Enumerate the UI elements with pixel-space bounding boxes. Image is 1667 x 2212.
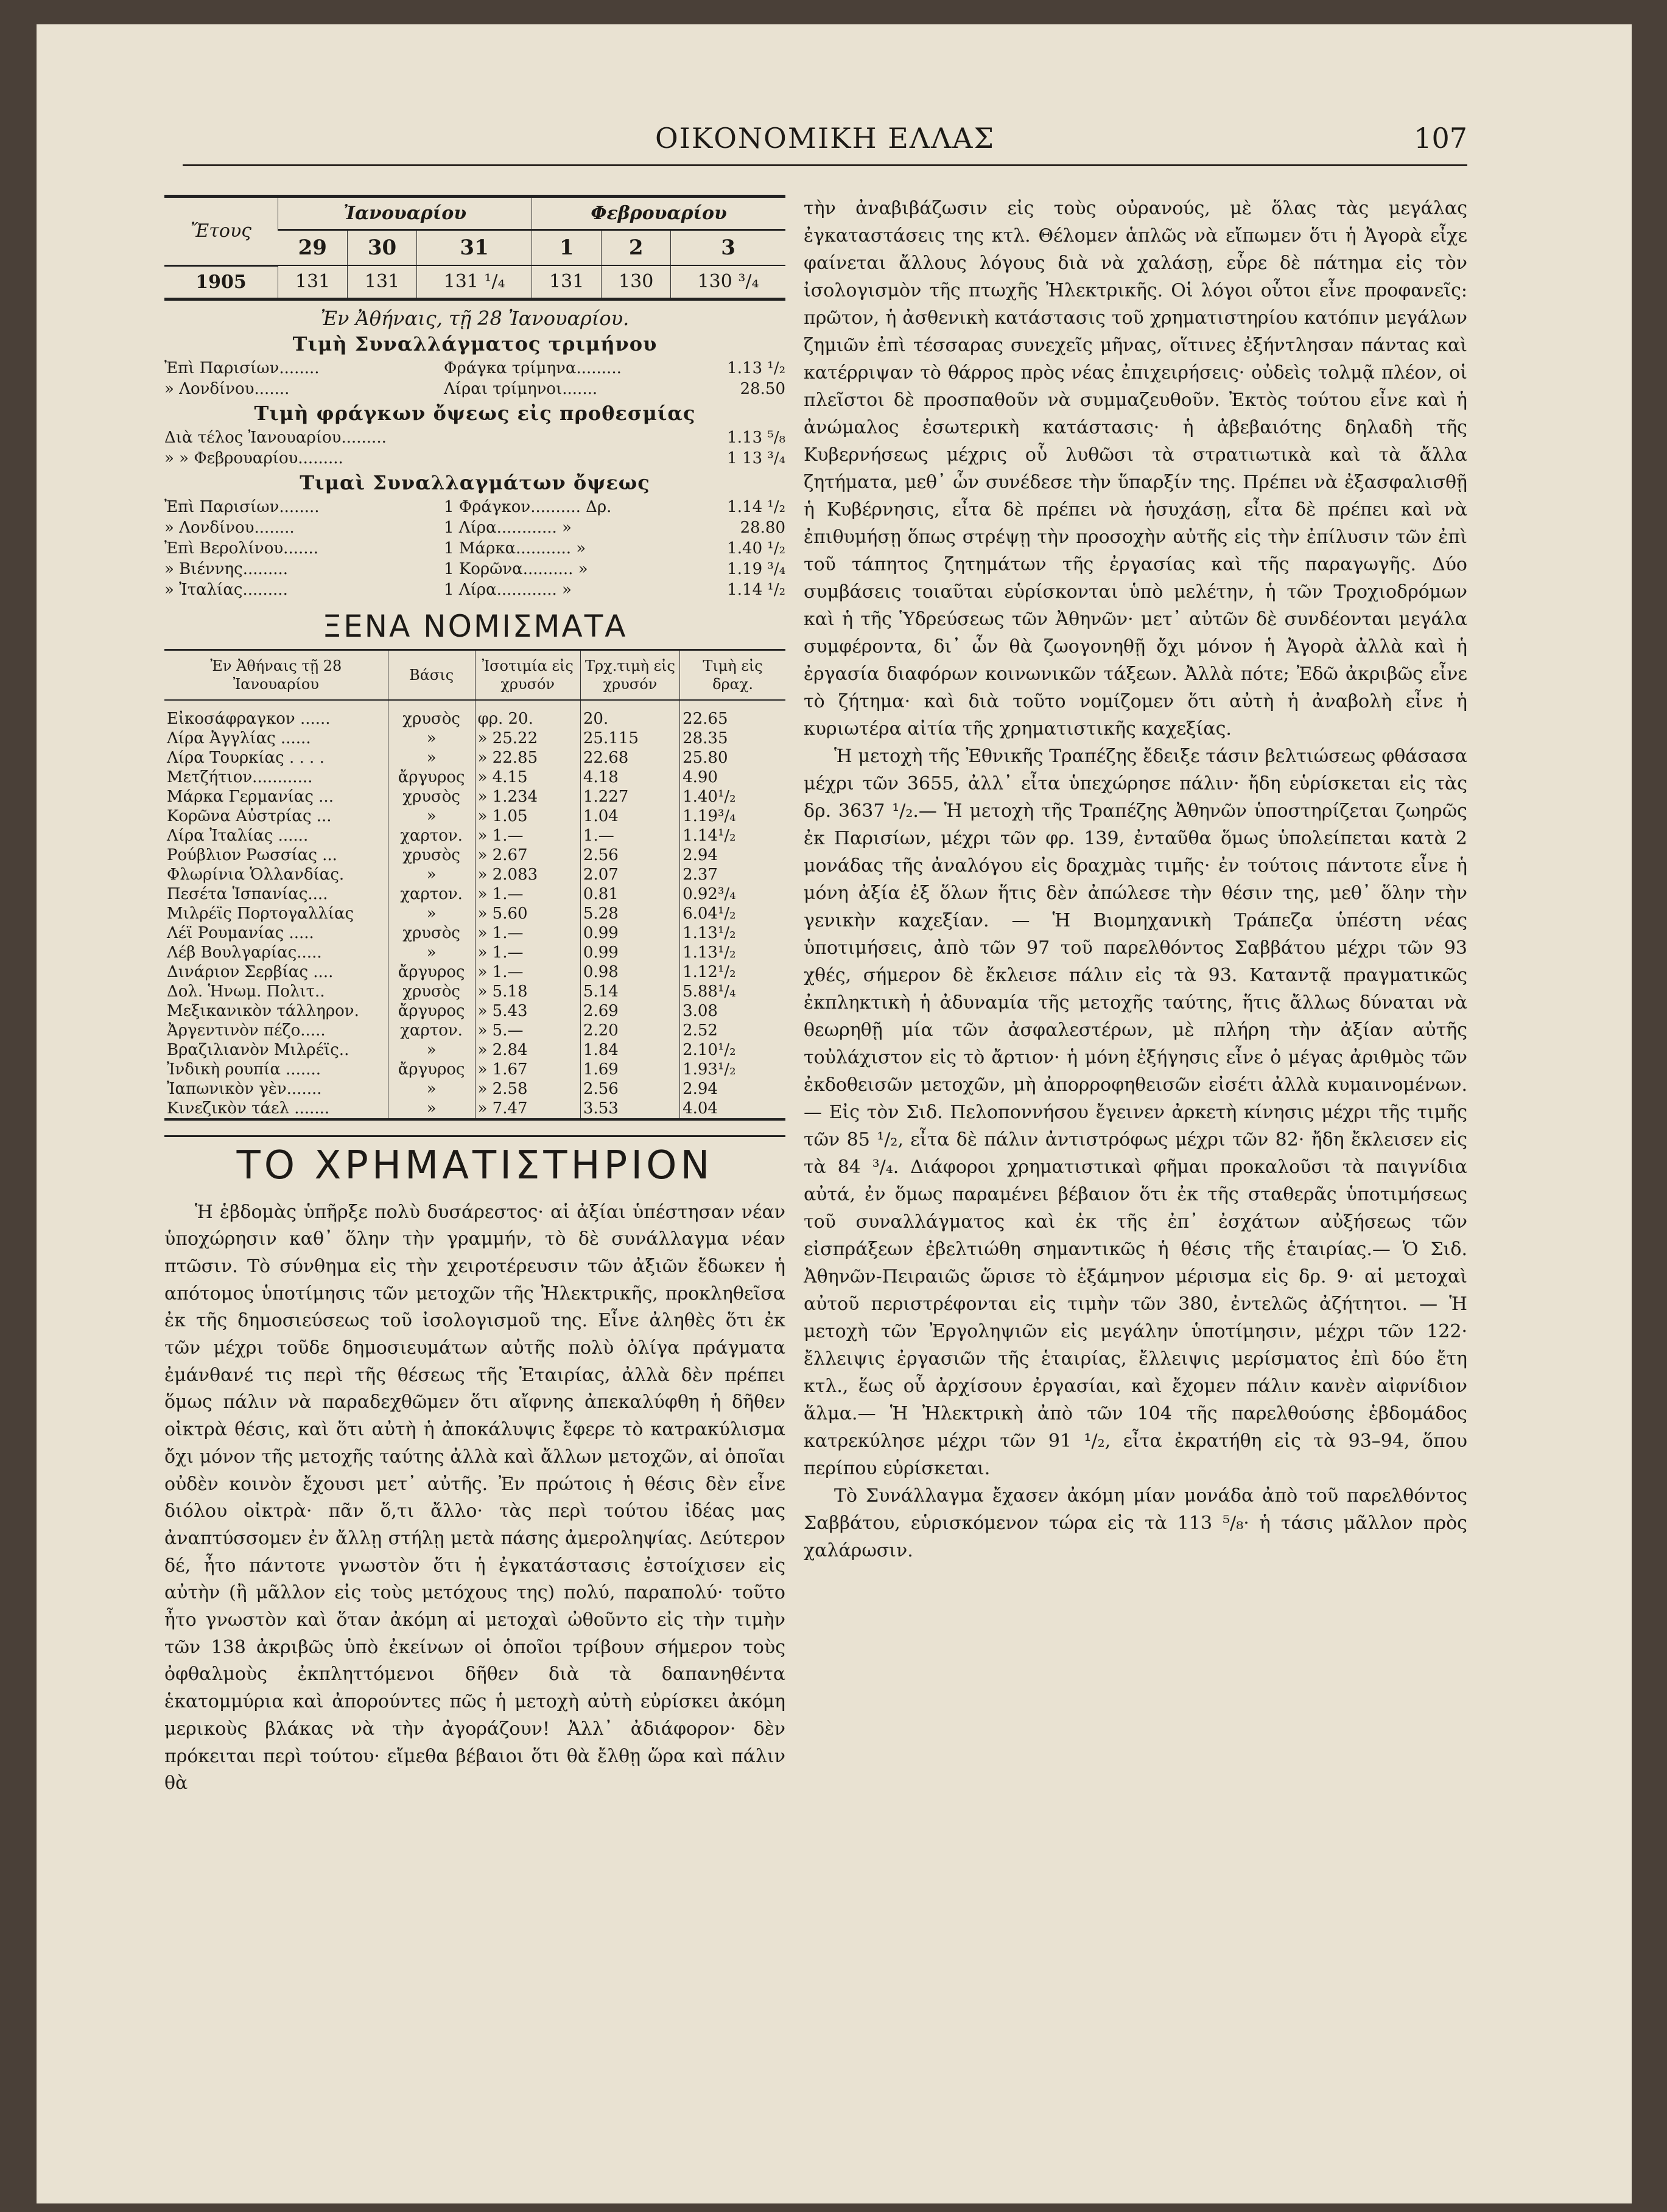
rate-cell: 28.80 <box>740 518 785 537</box>
day-header: 2 <box>602 230 671 266</box>
table-row <box>164 826 785 845</box>
table-cell: Δολ. Ἡνωμ. Πολιτ.. <box>167 982 325 1001</box>
rate-cell: » Λονδίνου....... <box>164 379 290 398</box>
table-cell: ἄργυρος <box>388 962 475 982</box>
table-cell: » <box>388 729 475 748</box>
table-row <box>164 1040 785 1060</box>
table-row <box>164 748 785 768</box>
rates-group <box>164 497 785 600</box>
table-row <box>164 904 785 923</box>
table-cell: » <box>388 1079 475 1099</box>
rate-row <box>164 517 785 538</box>
table-cell: » <box>388 943 475 962</box>
rate-cell: 130 ³/₄ <box>671 265 785 299</box>
table-cell: 1.13¹/₂ <box>680 923 785 943</box>
rate-row <box>164 379 785 399</box>
table-cell: » 2.84 <box>475 1040 580 1060</box>
rate-cell: Ἐπὶ Βερολίνου....... <box>164 539 319 558</box>
rate-cell: 1 Μάρκα........... » <box>444 539 586 558</box>
rate-cell: Λίραι τρίμηνοι....... <box>444 379 598 398</box>
table-cell: 1.12¹/₂ <box>680 962 785 982</box>
rate-cell: 1.40 ¹/₂ <box>727 539 785 558</box>
table-row <box>164 787 785 807</box>
table-cell: » 5.— <box>475 1021 580 1040</box>
table-cell: 1.13¹/₂ <box>680 943 785 962</box>
table-cell: 0.81 <box>580 884 679 904</box>
table-cell: » 1.— <box>475 826 580 845</box>
table-cell: 1.— <box>580 826 679 845</box>
table-cell: Λίρα Ἰταλίας ...... <box>167 826 309 845</box>
day-header: 29 <box>278 230 348 266</box>
table-cell: 2.94 <box>680 1079 785 1099</box>
table-cell: 1.04 <box>580 807 679 826</box>
day-header: 3 <box>671 230 785 266</box>
table-cell: » 1.— <box>475 943 580 962</box>
table-cell: » 4.15 <box>475 768 580 787</box>
rate-cell: » Λονδίνου........ <box>164 518 295 537</box>
table-cell: χαρτον. <box>388 826 475 845</box>
table-cell: » <box>388 748 475 768</box>
year-header: Ἔτους <box>164 197 278 266</box>
table-cell: » 2.58 <box>475 1079 580 1099</box>
rate-cell: 1 Φράγκον.......... Δρ. <box>444 497 612 516</box>
rate-cell: 130 <box>602 265 671 299</box>
table-cell: » 5.43 <box>475 1001 580 1021</box>
table-row <box>164 1099 785 1119</box>
day-header: 30 <box>348 230 417 266</box>
rate-row <box>164 448 785 469</box>
column-header: Ἐν Ἀθήναις τῇ 28 Ἰανουαρίου <box>164 649 388 700</box>
article-paragraph: Ἡ μετοχὴ τῆς Ἐθνικῆς Τραπέζης ἔδειξε τάσιν βελτιώσεως φθάσασα μέχρι τῶν 3655, ἀλλ᾽ εἶτα ὑπεχώρησε πάλιν· ἤδη εὑρίσκεται εἰς τὰς δρ. 3637 ¹/₂.— Ἡ μετοχὴ τῆς Τραπέζης Ἀθηνῶν ὑποστηρίζεται ζωηρῶς ἐκ Παρισίων, μέχρι τῶν φρ. 139, ἐνταῦθα ὅμως ὑπολείπεται κατὰ 2 μονάδας τῆς ἀναλόγου εἰς δραχμὰς τιμῆς· ἐν τούτοις πάντοτε εἶνε ἡ μόνη ἀξία ἐξ ὅλων ἥτις δὲν ἀπώλεσε τὴν θέσιν της, μεθ᾽ ὅλην τὴν γενικὴν καχεξίαν. — Ἡ Βιομηχανικὴ Τράπεζα ὑπέστη νέας ὑποτιμήσεις, ἀπὸ τῶν 97 τοῦ παρελθόντος Σαββάτου μέχρι τῶν 93 χθές, σήμερον δὲ ἔκλεισε πάλιν εἰς τὰ 93. Καταντᾷ πραγματικῶς ἐκπληκτικὴ ἡ ἀδυναμία τῆς μετοχῆς ταύτης, ἥτις ἄλλως δύναται νὰ θεωρηθῇ μία τῶν ἀσφαλεστέρων, μὲ πλήρη τὴν ἀξίαν αὐτῆς τοὐλάχιστον εἰς τὸ ἄρτιον· ἡ μόνη ἐξήγησις εἶνε ὁ μέγας ἀριθμὸς τῶν ἐκδοθεισῶν μετοχῶν, μὴ ἀπορροφηθεισῶν εἰσέτι ἀλλὰ κυμαινομένων. — Εἰς τὸν Σιδ. Πελοποννήσου ἔγεινεν ἀρκετὴ κίνησις μέχρι τῆς τιμῆς τῶν 85 ¹/₂, εἶτα δὲ πάλιν ἀντιστρόφως μέχρι τῶν 82· ἤδη ἔκλεισεν εἰς τὰ 84 ³/₄. Διάφοροι χρηματιστικαὶ φῆμαι προκαλοῦσι τὰ παιγνίδια αὐτά, ἐν ὅμως παραμένει βέβαιον ὅτι ἐκ τῆς σταθερᾶς ὑποτιμήσεως τοῦ συναλλάγματος καὶ ἐκ τῆς ἐπ᾽ ἐσχάτων αὐξήσεως τῶν εἰσπράξεων ἐβελτιώθη σημαντικῶς ἡ θέσις τῆς ἑταιρίας.— Ὁ Σιδ. Ἀθηνῶν-Πειραιῶς ὥρισε τὸ ἑξάμηνον μέρισμα εἰς δρ. 9· αἱ μετοχαὶ αὐτοῦ περιστρέφονται εἰς τιμὴν τῶν 380, ἐντελῶς ἀζήτητοι. — Ἡ μετοχὴ τῶν Ἐργοληψιῶν εἰς μεγάλην ὑποτίμησιν, μέχρι τῶν 122· ἔλλειψις ἐργασιῶν τῆς ἑταιρίας, ἔλλειψις μερίσματος ἐπὶ δύο ἔτη κτλ., ἕως οὗ ἀρχίσουν ἐργασίαι, καὶ ἔχομεν πάλιν κανὲν αἰφνίδιον ἅλμα.— Ἡ Ἠλεκτρικὴ ἀπὸ τῶν 104 τῆς παρελθούσης ἑβδομάδος κατρεκύλησε μέχρι τῶν 91 ¹/₂, εἶτα ἐκρατήθη εἰς τὰ 93–94, ὅπου περίπου εὑρίσκεται. <box>804 746 1467 1479</box>
table-row <box>164 884 785 904</box>
year-cell: 1905 <box>195 271 247 293</box>
rate-cell: 131 ¹/₄ <box>417 265 532 299</box>
table-cell: Βραζιλιανὸν Μιλρέϊς.. <box>167 1040 349 1059</box>
rate-row <box>164 579 785 600</box>
section-subtitle: Τιμαὶ Συναλλαγμάτων ὄψεως <box>300 471 650 494</box>
day-header: 31 <box>417 230 532 266</box>
table-cell: ἄργυρος <box>388 768 475 787</box>
table-cell: Δινάριον Σερβίας .... <box>167 962 334 981</box>
table-cell: » <box>388 807 475 826</box>
rate-cell: 131 <box>278 265 348 299</box>
rate-row <box>164 559 785 579</box>
table-cell: ἄργυρος <box>388 1060 475 1079</box>
table-cell: χαρτον. <box>388 1021 475 1040</box>
column-header: Τρχ.τιμὴ εἰς χρυσόν <box>580 649 679 700</box>
table-cell: 5.88¹/₄ <box>680 982 785 1001</box>
table-cell: φρ. 20. <box>475 700 580 729</box>
table-cell: 2.56 <box>580 845 679 865</box>
rate-cell: 28.50 <box>740 379 785 398</box>
table-cell: Λίρα Ἀγγλίας ...... <box>167 729 311 747</box>
foreign-coins-table <box>164 649 785 1121</box>
article-paragraph: τὴν ἀναβιβάζωσιν εἰς τοὺς οὐρανούς, μὲ ὅλας τὰς μεγάλας ἐγκαταστάσεις της κτλ. Θέλομεν ἁπλῶς νὰ εἴπωμεν ὅτι ἡ Ἀγορὰ εἶχε φαίνεται ἄλλους λόγους διὰ νὰ χαλάσῃ, εὗρε δὲ πάτημα εἰς τὸν ἰσολογισμὸν τῆς πτωχῆς Ἠλεκτρικῆς. Οἱ λόγοι οὗτοι εἶνε προφανεῖς: πρῶτον, ἡ ἀσθενικὴ κατάστασις τοῦ χρηματιστηρίου κατόπιν μεγάλων ζημιῶν ἐπὶ τέσσαρας συνεχεῖς μῆνας, οἵτινες ἐξήντλησαν πάντας καὶ κατέρριψαν τὸ θάρρος πρὸς νέας ἐπιχειρήσεις· οὐδεὶς τολμᾷ πλέον, οἱ πλεῖστοι δὲ προσπαθοῦν νὰ συμμαζευθοῦν. Ἐκτὸς τούτου εἶνε καὶ ἡ ἀνώμαλος ἐσωτερικὴ κατάστασις· ἡ ἀβεβαιότης δηλαδὴ τῆς Κυβερνήσεως μέχρις οὗ λυθῶσι τὰ στρατιωτικὰ καὶ τὰ ἄλλα ζητήματα, μεθ᾽ ὧν συνέδεσε τὴν ὕπαρξίν της. Πρέπει νὰ ἐξασφαλισθῇ ἡ Κυβέρνησις, εἶτα δὲ πρέπει νὰ ἡσυχάσῃ, εἶτα δὲ πρέπει καὶ νὰ ἐπιθυμήσῃ ὅπως στρέψῃ τὴν προσοχὴν αὐτῆς εἰς τὴν ἐπίλυσιν τῶν ἐπὶ τοῦ τάπητος ζητημάτων τῆς ἐργασίας καὶ τῆς παραγωγῆς. Δύο συμβάσεις τοιαῦται εὑρίσκονται ὑπὸ μελέτην, ἡ τῶν Τροχιοδρόμων καὶ ἡ τῆς Ὑδρεύσεως τῶν Ἀθηνῶν· μετ᾽ αὐτῶν δὲ συνδέονται μεγάλα συμφέροντα, δι᾽ ὧν θὰ ζωογονηθῇ ὄχι μόνον ἡ Ἀγορὰ ἀλλὰ καὶ ἡ ἐργασία διαφόρων κοινωνικῶν τάξεων. Ἀλλὰ πότε; Ἐδῶ ἀκριβῶς εἶνε τὸ ζήτημα· καὶ διὰ τοῦτο νομίζομεν ὅτι αὐτὴ ἡ ἀναβολὴ εἶνε ἡ κυριωτέρα αἰτία τῆς χρηματιστικῆς καχεξίας. <box>804 198 1467 740</box>
table-cell: Κορῶνα Αὐστρίας ... <box>167 807 332 825</box>
table-cell: χρυσὸς <box>388 845 475 865</box>
table-cell: ἄργυρος <box>388 1001 475 1021</box>
section-subtitle: Τιμὴ Συναλλάγματος τριμήνου <box>292 332 658 355</box>
table-row <box>164 1079 785 1099</box>
rate-cell: 1.13 ¹/₂ <box>727 359 785 377</box>
table-cell: Ἰνδικὴ ρουπία ....... <box>167 1060 321 1079</box>
table-cell: Εἰκοσάφραγκον ...... <box>167 709 331 728</box>
table-row <box>164 943 785 962</box>
rate-cell: 1.13 ⁵/₈ <box>727 428 785 447</box>
rate-cell: 1 13 ³/₄ <box>727 449 785 467</box>
table-row <box>164 865 785 884</box>
rates-group <box>164 427 785 469</box>
table-cell: Πεσέτα Ἱσπανίας.... <box>167 884 328 903</box>
table-cell: 1.84 <box>580 1040 679 1060</box>
table-cell: » 7.47 <box>475 1099 580 1119</box>
table-cell: 2.37 <box>680 865 785 884</box>
table-row <box>164 729 785 748</box>
table-row <box>164 845 785 865</box>
table-cell: » 1.— <box>475 962 580 982</box>
table-cell: 28.35 <box>680 729 785 748</box>
table-cell: 1.19³/₄ <box>680 807 785 826</box>
table-row <box>164 982 785 1001</box>
table-cell: 22.68 <box>580 748 679 768</box>
table-cell: Ἰαπωνικὸν γὲν....... <box>167 1079 322 1098</box>
exchange-rate-table <box>164 195 785 301</box>
article-paragraph: Ἡ ἑβδομὰς ὑπῆρξε πολὺ δυσάρεστος· αἱ ἀξίαι ὑπέστησαν νέαν ὑποχώρησιν καθ᾽ ὅλην τὴν γραμμήν, τὸ δὲ συνάλλαγμα νέαν πτῶσιν. Τὸ σύνθημα εἰς τὴν χειροτέρευσιν τῶν ἀξιῶν ἔδωκεν ἡ απότομος ὑποτίμησις τῶν μετοχῶν τῆς Ἠλεκτρικῆς, προκληθεῖσα ἐκ τῆς δημοσιεύσεως τοῦ ἰσολογισμοῦ της. Εἶνε ἀληθὲς ὅτι ἐκ τῶν μέχρι τοῦδε δημοσιευμάτων αὐτῆς πολὺ ὀλίγα πράγματα ἐμάνθανέ τις περὶ τῆς θέσεως τῆς Ἑταιρίας, ἀλλὰ δὲν πρέπει ὅμως πάλιν νὰ παραδεχθῶμεν ὅτι αἴφνης ἀπεκαλύφθη ἡ δῆθεν οἰκτρὰ θέσις, καὶ ὅτι αὐτὴ ἡ ἀποκάλυψις ἔφερε τὸ κατρακύλισμα ὄχι μόνον τῆς μετοχῆς ταύτης ἀλλὰ καὶ ἄλλων μετοχῶν, αἱ ὁποῖαι οὐδὲν κοινὸν ἔχουσι μετ᾽ αὐτῆς. Ἐν πρώτοις ἡ θέσις δὲν εἶνε διόλου οἰκτρὰ· πᾶν ὅ,τι ἄλλο· τὰς περὶ τούτου ἰδέας μας ἀναπτύσσομεν ἐν ἄλλῃ στήλῃ μετὰ πάσης ἀμεροληψίας. Δεύτερον δέ, ἦτο πάντοτε γνωστὸν ὅτι ἡ ἐγκατάστασις ἐστοίχισεν εἰς αὐτὴν (ἢ μᾶλλον εἰς τοὺς μετόχους της) πολύ, παραπολύ· τοῦτο ἦτο γνωστὸν καὶ ὅταν ἀκόμη αἱ μετοχαὶ ὠθοῦντο εἰς τὴν τιμὴν τῶν 138 ἀκριβῶς ὑπὸ ἐκείνων οἱ ὁποῖοι τρίβουν σήμερον τοὺς ὀφθαλμοὺς ἐκπληττόμενοι δῆθεν διὰ τὰ δαπανηθέντα ἑκατομμύρια καὶ ἀπορούντες πῶς ἡ μετοχὴ αὐτὴ εὐρίσκει ἀκόμη μερικοὺς βλάκας νὰ τὴν ἀγοράζουν! Ἀλλ᾽ ἀδιάφορον· δὲν πρόκειται περὶ τούτου· εἴμεθα βέβαιοι ὅτι θὰ ἔλθῃ ὥρα καὶ πάλιν θὰ <box>164 1201 785 1794</box>
table-cell: » 2.083 <box>475 865 580 884</box>
dateline: Ἐν Ἀθήναις, τῇ 28 Ἰανουαρίου. <box>320 306 630 330</box>
rate-cell: 1.14 ¹/₂ <box>727 497 785 516</box>
table-cell: Κινεζικὸν τάελ ....... <box>167 1099 330 1118</box>
table-cell: Λέϊ Ρουμανίας ..... <box>167 923 314 942</box>
table-row <box>164 923 785 943</box>
rate-cell: 1.14 ¹/₂ <box>727 580 785 599</box>
table-cell: Μεξικανικὸν τάλληρον. <box>167 1001 359 1020</box>
rate-cell <box>444 448 661 469</box>
section-subtitle: Τιμὴ φράγκων ὄψεως εἰς προθεσμίας <box>254 401 696 425</box>
table-cell: » 5.60 <box>475 904 580 923</box>
rate-cell: Διὰ τέλος Ἰανουαρίου......... <box>164 428 387 447</box>
table-cell: 5.14 <box>580 982 679 1001</box>
table-cell: 0.99 <box>580 943 679 962</box>
table-cell: 4.04 <box>680 1099 785 1119</box>
foreign-coins-title: ΞΕΝΑ ΝΟΜΙΣΜΑΤΑ <box>322 608 628 644</box>
page-header <box>183 97 1467 166</box>
table-cell: » 1.234 <box>475 787 580 807</box>
table-cell: » 22.85 <box>475 748 580 768</box>
rate-cell: 1 Λίρα............ » <box>444 580 572 599</box>
table-row <box>164 700 785 729</box>
rate-cell: Ἐπὶ Παρισίων........ <box>164 359 320 377</box>
table-cell: χαρτον. <box>388 884 475 904</box>
table-cell: 2.52 <box>680 1021 785 1040</box>
table-cell: » 1.67 <box>475 1060 580 1079</box>
table-cell: » 1.— <box>475 884 580 904</box>
month1-header: Ἰανουαρίου <box>278 197 532 230</box>
rate-cell <box>444 427 661 448</box>
table-cell: » <box>388 1040 475 1060</box>
table-cell: 0.98 <box>580 962 679 982</box>
table-cell: χρυσὸς <box>388 923 475 943</box>
month2-header: Φεβρουαρίου <box>532 197 785 230</box>
table-cell: » 1.— <box>475 923 580 943</box>
column-header: Τιμὴ εἰς δραχ. <box>680 649 785 700</box>
rate-cell: Φράγκα τρίμηνα......... <box>444 359 622 377</box>
table-row <box>164 1001 785 1021</box>
column-header: Ἰσοτιμία εἰς χρυσόν <box>475 649 580 700</box>
rate-cell: Ἐπὶ Παρισίων........ <box>164 497 320 516</box>
table-cell: 0.99 <box>580 923 679 943</box>
table-cell: 0.92³/₄ <box>680 884 785 904</box>
rate-cell: » » Φεβρουαρίου......... <box>164 449 343 467</box>
table-cell: Φλωρίνια Ὁλλανδίας. <box>167 865 345 884</box>
table-cell: 1.93¹/₂ <box>680 1060 785 1079</box>
running-title: ΟΙΚΟΝΟΜΙΚΗ ΕΛΛΑΣ <box>655 122 995 155</box>
page-number: 107 <box>1414 122 1467 155</box>
table-cell: 1.227 <box>580 787 679 807</box>
coin-rows <box>164 700 785 1119</box>
rate-cell: 131 <box>532 265 602 299</box>
table-cell: » 5.18 <box>475 982 580 1001</box>
table-cell: 5.28 <box>580 904 679 923</box>
rate-cell: 1 Λίρα............ » <box>444 518 572 537</box>
table-cell: Λίρα Τουρκίας . . . . <box>167 748 325 767</box>
rate-row <box>164 427 785 448</box>
table-cell: 1.14¹/₂ <box>680 826 785 845</box>
table-cell: » 2.67 <box>475 845 580 865</box>
newspaper-page <box>37 24 1632 2203</box>
article-paragraph: Τὸ Συνάλλαγμα ἔχασεν ἀκόμη μίαν μονάδα ἀπὸ τοῦ παρελθόντος Σαββάτου, εὑρισκόμενον τώρα εἰς τὰ 113 ⁵/₈· ἡ τάσις μᾶλλον πρὸς χαλάρωσιν. <box>804 1485 1467 1561</box>
table-row <box>164 1060 785 1079</box>
table-cell: 2.07 <box>580 865 679 884</box>
table-cell: » <box>388 904 475 923</box>
table-cell: Λέβ Βουλγαρίας..... <box>167 943 322 962</box>
rate-row <box>164 358 785 379</box>
table-cell: 1.69 <box>580 1060 679 1079</box>
right-column <box>804 195 1467 1564</box>
table-cell: Ἀργεντινὸν πέζο..... <box>167 1021 326 1040</box>
table-cell: 4.18 <box>580 768 679 787</box>
rate-cell: » Ἰταλίας......... <box>164 580 288 599</box>
table-cell: 20. <box>580 700 679 729</box>
table-row <box>164 962 785 982</box>
table-row <box>164 807 785 826</box>
rate-row <box>164 497 785 517</box>
table-cell: χρυσὸς <box>388 700 475 729</box>
rate-cell: 1.19 ³/₄ <box>727 559 785 578</box>
left-column <box>164 195 785 1797</box>
rate-cell: » Βιέννης......... <box>164 559 289 578</box>
table-cell: 6.04¹/₂ <box>680 904 785 923</box>
table-cell: 25.80 <box>680 748 785 768</box>
table-cell: » <box>388 1099 475 1119</box>
table-cell: » 25.22 <box>475 729 580 748</box>
table-cell: 2.56 <box>580 1079 679 1099</box>
table-cell: 4.90 <box>680 768 785 787</box>
table-cell: 2.94 <box>680 845 785 865</box>
rate-cell: 1 Κορῶνα.......... » <box>444 559 588 578</box>
day-header: 1 <box>532 230 602 266</box>
table-cell: χρυσὸς <box>388 787 475 807</box>
table-cell: χρυσὸς <box>388 982 475 1001</box>
table-row <box>164 1021 785 1040</box>
column-header: Βάσις <box>388 649 475 700</box>
table-cell: 3.53 <box>580 1099 679 1119</box>
table-cell: 25.115 <box>580 729 679 748</box>
table-cell: » <box>388 865 475 884</box>
rate-row <box>164 538 785 559</box>
table-cell: Μάρκα Γερμανίας ... <box>167 787 334 806</box>
table-cell: 2.10¹/₂ <box>680 1040 785 1060</box>
table-row <box>164 768 785 787</box>
table-cell: » 1.05 <box>475 807 580 826</box>
table-cell: 2.69 <box>580 1001 679 1021</box>
table-cell: Ρούβλιον Ρωσσίας ... <box>167 845 337 864</box>
table-cell: 1.40¹/₂ <box>680 787 785 807</box>
rate-cell: 131 <box>348 265 417 299</box>
table-cell: Μετζήτιον............ <box>167 768 313 786</box>
table-cell: 3.08 <box>680 1001 785 1021</box>
article-title: ΤΟ ΧΡΗΜΑΤΙΣΤΗΡΙΟΝ <box>164 1135 785 1188</box>
rates-group <box>164 358 785 399</box>
table-cell: 2.20 <box>580 1021 679 1040</box>
table-cell: Μιλρέϊς Πορτογαλλίας <box>167 904 354 923</box>
table-cell: 22.65 <box>680 700 785 729</box>
